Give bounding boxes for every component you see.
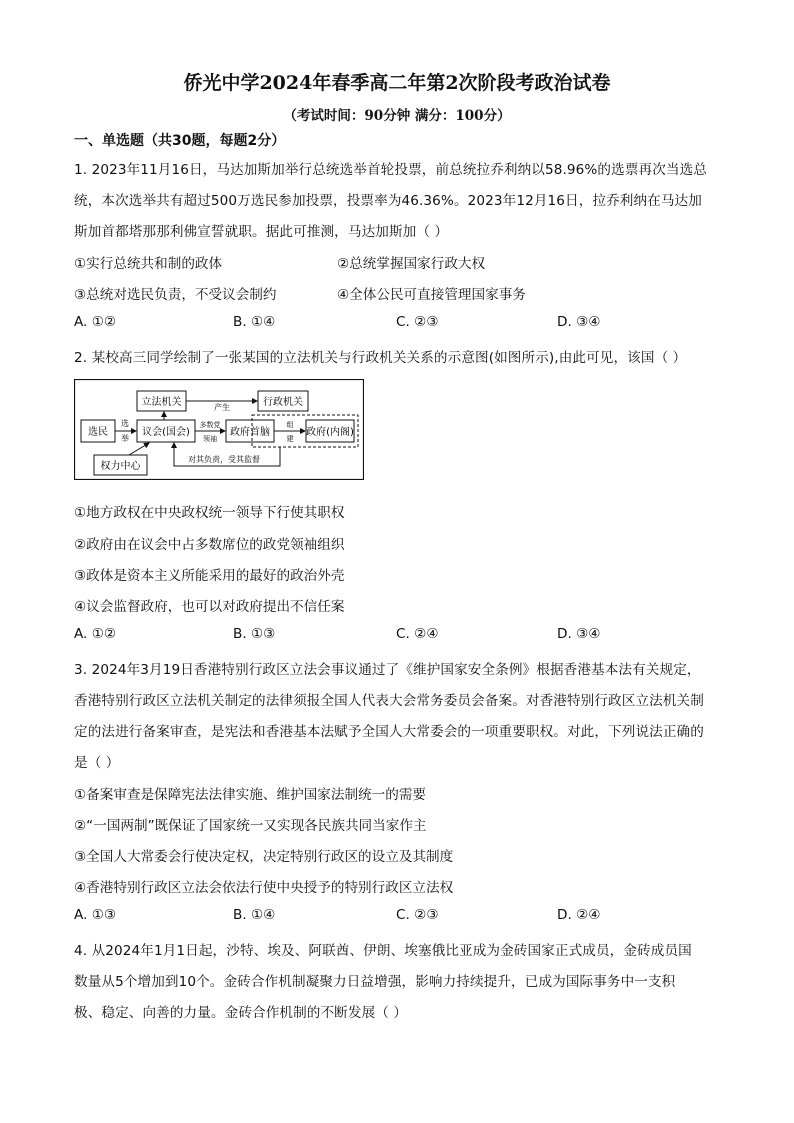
q3-choice-c: C. ②③ (396, 907, 439, 923)
government-structure-diagram (74, 379, 364, 480)
diagram-majority-label-2: 领袖 (203, 435, 217, 443)
q2-choice-d: D. ③④ (557, 626, 601, 642)
q3-choice-d: D. ②④ (557, 907, 601, 923)
q1-choice-b: B. ①④ (233, 314, 276, 330)
diagram-legislature-label: 立法机关 (141, 397, 182, 408)
diagram-responsible-label: 对其负责，受其监督 (188, 455, 260, 464)
q2-choice-c: C. ②④ (396, 626, 439, 642)
q3-option-3: ③全国人大常委会行使决定权，决定特别行政区的设立及其制度 (74, 849, 454, 865)
q2-option-3: ③政体是资本主义所能采用的最好的政治外壳 (74, 568, 345, 584)
q2-option-4: ④议会监督政府，也可以对政府提出不信任案 (74, 599, 345, 615)
q3-option-4: ④香港特别行政区立法会依法行使中央授予的特别行政区立法权 (74, 880, 454, 896)
q2-option-2: ②政府由在议会中占多数席位的政党领袖组织 (74, 537, 345, 553)
q1-line-2: 统，本次选举共有超过500万选民参加投票，投票率为46.36%。2023年12月16日，拉乔利纳在马达加 (74, 193, 702, 209)
diagram-form-label-2: 建 (286, 435, 294, 443)
q3-choice-a: A. ①③ (74, 907, 117, 923)
exam-subtitle: （考试时间：90分钟 满分：100分） (283, 108, 511, 124)
diagram-executive-label: 行政机关 (263, 397, 303, 408)
diagram-power-center-label: 权力中心 (100, 461, 141, 472)
q1-option-3: ③总统对选民负责，不受议会制约 (74, 287, 277, 303)
q1-choice-c: C. ②③ (396, 314, 439, 330)
diagram-produce-label: 产生 (214, 403, 230, 412)
diagram-majority-label-1: 多数党 (199, 421, 221, 429)
q2-stem: 2. 某校高三同学绘制了一张某国的立法机关与行政机关关系的示意图(如图所示),由此可见，该国（ ） (74, 350, 687, 366)
q1-choice-a: A. ①② (74, 314, 117, 330)
q3-option-1: ①备案审查是保障宪法法律实施、维护国家法制统一的需要 (74, 787, 427, 803)
q4-line-2: 数量从5个增加到10个。金砖合作机制凝聚力日益增强，影响力持续提升，已成为国际事务中一支积 (74, 974, 676, 990)
q3-choice-b: B. ①④ (233, 907, 276, 923)
diagram-voters-label: 选民 (88, 427, 108, 438)
q4-line-3: 极、稳定、向善的力量。金砖合作机制的不断发展（ ） (74, 1005, 408, 1021)
q2-choice-a: A. ①② (74, 626, 117, 642)
q3-option-2: ②“一国两制”既保证了国家统一又实现各民族共同当家作主 (74, 818, 427, 834)
diagram-form-label-1: 组 (286, 421, 294, 429)
q2-choice-b: B. ①③ (233, 626, 276, 642)
exam-title: 侨光中学2024年春季高二年第2次阶段考政治试卷 (183, 72, 611, 94)
q3-line-1: 3. 2024年3月19日香港特别行政区立法会事议通过了《维护国家安全条例》根据香港基本法有关规定， (74, 662, 701, 678)
q1-option-4: ④全体公民可直接管理国家事务 (337, 287, 526, 303)
q3-line-2: 香港特别行政区立法机关制定的法律须报全国人代表大会常务委员会备案。对香港特别行政区立法机关制 (74, 693, 704, 709)
diagram-cabinet-label: 政府(内阁) (306, 427, 354, 438)
diagram-parliament-label: 议会(国会) (142, 427, 190, 438)
q1-choice-d: D. ③④ (557, 314, 601, 330)
q1-option-2: ②总统掌握国家行政大权 (337, 256, 486, 272)
q2-option-1: ①地方政权在中央政权统一领导下行使其职权 (74, 505, 345, 521)
diagram-head-label: 政府首脑 (230, 427, 270, 438)
section-heading: 一、单选题（共30题，每题2分） (74, 133, 286, 149)
q4-line-1: 4. 从2024年1月1日起，沙特、埃及、阿联酋、伊朗、埃塞俄比亚成为金砖国家正式成员，金砖成员国 (74, 943, 692, 959)
diagram-elect-label-2: 举 (121, 434, 129, 443)
diagram-elect-label-1: 选 (121, 419, 129, 428)
q3-line-4: 是（ ） (74, 755, 120, 771)
q1-line-1: 1. 2023年11月16日，马达加斯加举行总统选举首轮投票，前总统拉乔利纳以58.96%的选票再次当选总 (74, 162, 707, 178)
q3-line-3: 定的法进行备案审查，是宪法和香港基本法赋予全国人大常委会的一项重要职权。对此，下列说法正确的 (74, 724, 704, 740)
q1-line-3: 斯加首都塔那那利佛宣誓就职。据此可推测，马达加斯加（ ） (74, 224, 449, 240)
q1-option-1: ①实行总统共和制的政体 (74, 256, 223, 272)
